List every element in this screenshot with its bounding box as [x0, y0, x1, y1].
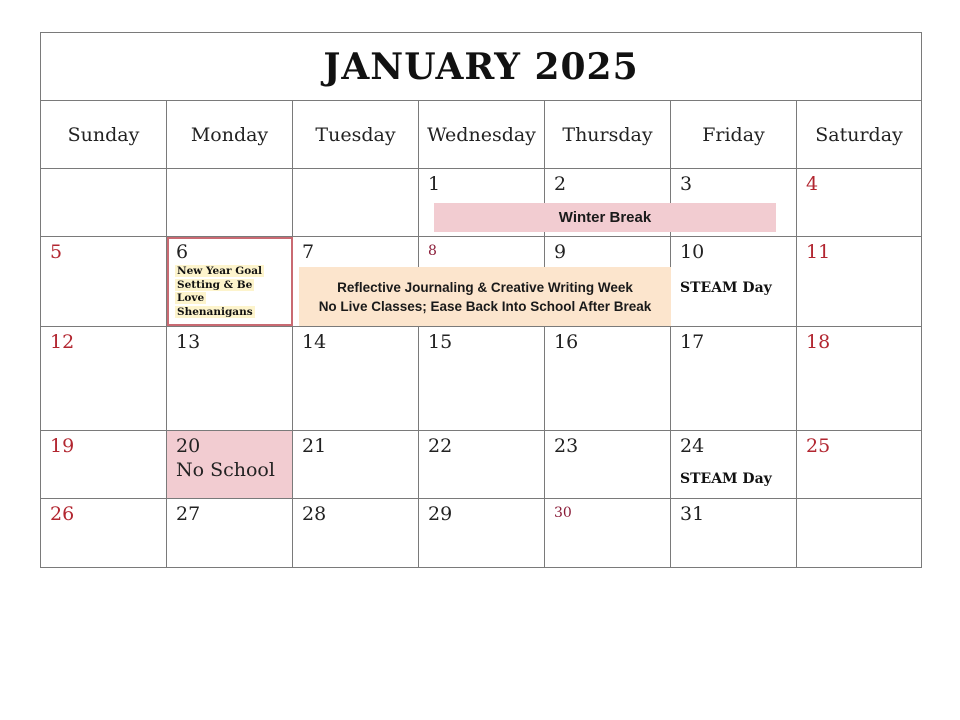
day-number: 20	[176, 435, 201, 457]
week-row-4	[41, 431, 921, 499]
day-number: 3	[680, 173, 693, 195]
winter-break-label: Winter Break	[558, 209, 652, 226]
day-cell-16[interactable]	[545, 327, 671, 430]
weekday-header	[41, 101, 921, 169]
weekday-tuesday: Tuesday	[293, 101, 419, 168]
day-number: 1	[428, 173, 441, 195]
day-cell-31[interactable]	[671, 499, 797, 567]
reflective-line-2: No Live Classes; Ease Back Into School After Break	[318, 298, 652, 314]
day-cell-25[interactable]	[797, 431, 921, 498]
winter-break-banner[interactable]	[434, 203, 776, 232]
calendar-title: JANUARY 2025	[323, 45, 639, 88]
day-number: 16	[554, 331, 579, 353]
day-cell-21[interactable]	[293, 431, 419, 498]
day-number: 29	[428, 503, 453, 525]
day-number: 11	[806, 241, 831, 263]
goal-setting-line: Shenanigans	[177, 305, 253, 318]
day-cell-6[interactable]	[167, 237, 293, 326]
day-cell-30[interactable]	[545, 499, 671, 567]
day-cell-28[interactable]	[293, 499, 419, 567]
day-cell-13[interactable]	[167, 327, 293, 430]
day-number: 19	[50, 435, 75, 457]
day-number: 7	[302, 241, 315, 263]
goal-setting-line: New Year Goal	[177, 265, 262, 277]
day-number: 25	[806, 435, 831, 457]
day-number: 21	[302, 435, 327, 457]
day-number: 27	[176, 503, 201, 525]
goal-setting-event	[175, 265, 264, 319]
day-number: 24	[680, 435, 705, 457]
day-cell-empty	[293, 169, 419, 236]
day-number: 28	[302, 503, 327, 525]
day-cell-4[interactable]	[797, 169, 921, 236]
day-number: 2	[554, 173, 567, 195]
day-cell-14[interactable]	[293, 327, 419, 430]
day-cell-29[interactable]	[419, 499, 545, 567]
day-number: 17	[680, 331, 705, 353]
weekday-saturday: Saturday	[815, 123, 903, 146]
day-cell-17[interactable]	[671, 327, 797, 430]
day-cell-empty	[797, 499, 921, 567]
day-number: 5	[50, 241, 63, 263]
day-cell-26[interactable]	[41, 499, 167, 567]
day-number: 31	[680, 503, 705, 525]
day-number: 22	[428, 435, 453, 457]
day-cell-empty	[41, 169, 167, 236]
weekday-thursday: Thursday	[545, 101, 671, 168]
day-number: 15	[428, 331, 453, 353]
day-number: 13	[176, 331, 201, 353]
day-number: 9	[554, 241, 567, 263]
week-row-5	[41, 499, 921, 567]
day-cell-19[interactable]	[41, 431, 167, 498]
day-number: 26	[50, 503, 75, 525]
goal-setting-line: Love	[177, 292, 205, 304]
day-cell-24[interactable]	[671, 431, 797, 498]
calendar-title-row	[41, 33, 921, 101]
day-cell-5[interactable]	[41, 237, 167, 326]
day-number: 10	[680, 241, 705, 263]
steam-day-label: STEAM Day	[680, 280, 772, 296]
day-cell-empty	[167, 169, 293, 236]
weekday-wednesday: Wednesday	[419, 101, 545, 168]
day-number: 14	[302, 331, 327, 353]
day-number: 30	[554, 505, 572, 521]
weekday-friday: Friday	[671, 101, 797, 168]
day-number: 4	[806, 173, 819, 195]
day-number: 18	[806, 331, 831, 353]
no-school-label: No School	[176, 459, 275, 481]
day-cell-20[interactable]	[167, 431, 293, 498]
calendar	[40, 32, 922, 568]
weekday-sunday: Sunday	[41, 101, 167, 168]
day-cell-18[interactable]	[797, 327, 921, 430]
day-number: 8	[428, 243, 437, 259]
day-cell-23[interactable]	[545, 431, 671, 498]
steam-day-label: STEAM Day	[680, 471, 772, 487]
day-number: 23	[554, 435, 579, 457]
day-cell-12[interactable]	[41, 327, 167, 430]
reflective-line-1: Reflective Journaling & Creative Writing Week	[337, 279, 633, 295]
day-cell-22[interactable]	[419, 431, 545, 498]
weekday-monday: Monday	[167, 101, 293, 168]
day-cell-11[interactable]	[797, 237, 921, 326]
week-row-3	[41, 327, 921, 431]
reflective-journaling-banner[interactable]	[299, 267, 671, 326]
day-number: 12	[50, 331, 75, 353]
day-cell-27[interactable]	[167, 499, 293, 567]
goal-setting-line: Setting & Be	[177, 278, 253, 291]
day-number: 6	[176, 241, 189, 263]
day-cell-15[interactable]	[419, 327, 545, 430]
day-cell-10[interactable]	[671, 237, 797, 326]
